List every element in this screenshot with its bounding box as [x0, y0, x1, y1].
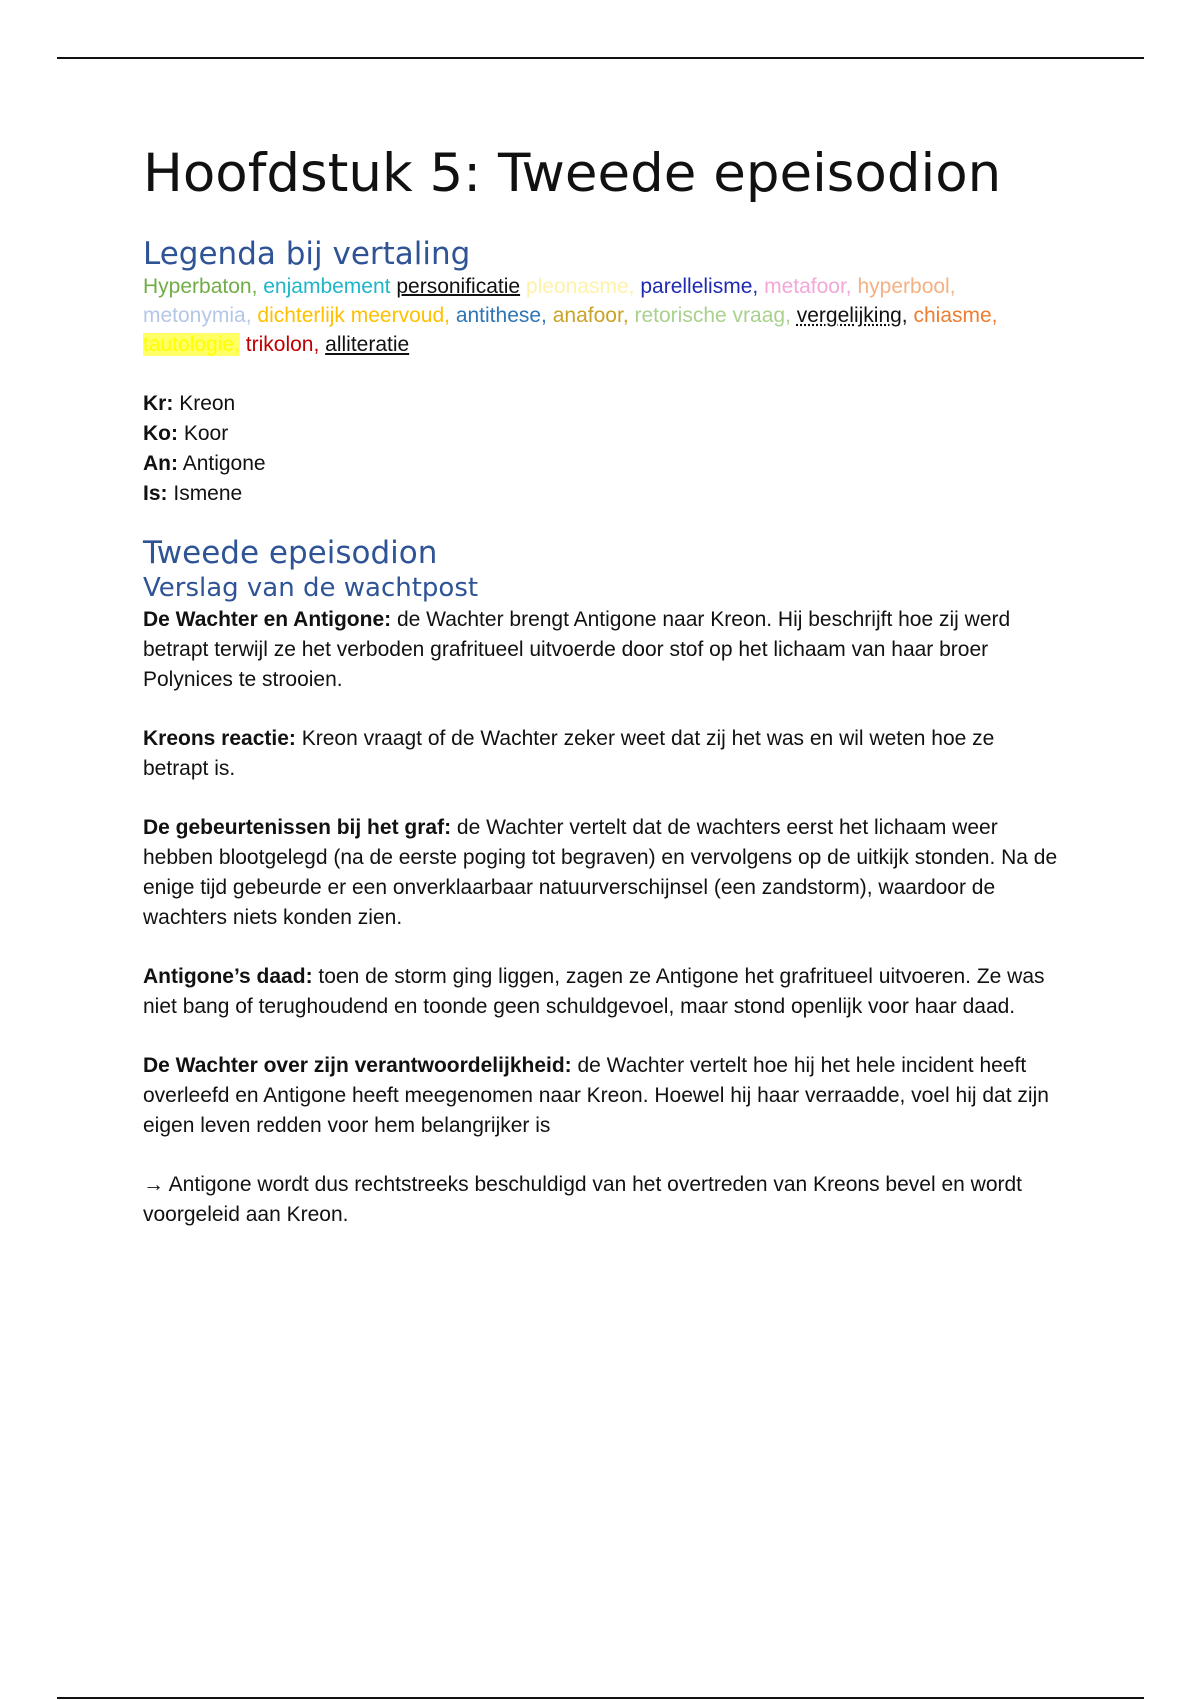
legend-heading: Legenda bij vertaling — [143, 236, 471, 272]
paragraph-lead: Kreons reactie: — [143, 727, 296, 750]
character-item — [143, 419, 1063, 449]
subsection-heading: Verslag van de wachtpost — [143, 573, 479, 603]
legend-term-hyperbaton: Hyperbaton, — [143, 275, 258, 298]
legend-term-dichterlijk-meervoud: dichterlijk meervoud, — [257, 304, 450, 327]
paragraph-antigones-daad — [143, 962, 1063, 1022]
page-bottom-rule — [57, 1697, 1144, 1699]
legend-term-hyperbool: hyperbool, — [857, 275, 956, 298]
character-item — [143, 479, 1063, 509]
character-abbr: Is: — [143, 482, 168, 505]
page-title: Hoofdstuk 5: Tweede epeisodion — [143, 143, 1002, 204]
legend-term-anafoor: anafoor, — [552, 304, 629, 327]
paragraph-text: Kreon vraagt of de Wachter zeker weet dat zij het was en wil weten hoe ze betrapt is. — [143, 727, 995, 780]
paragraph-text: de Wachter vertelt hoe hij het hele incident heeft overleefd en Antigone heeft meegenomen naar Kreon. Hoewel hij haar verraadde, voel hij dat zijn eigen leven redden voor hem belangrijker is — [143, 1054, 1049, 1137]
character-name: Ismene — [173, 482, 243, 505]
legend-term-tautologie: tautologie, — [143, 333, 240, 356]
legend-term-vergelijking: vergelijking, — [796, 304, 908, 327]
paragraph-lead: De gebeurtenissen bij het graf: — [143, 816, 452, 839]
paragraph-lead: De Wachter over zijn verantwoordelijkheid: — [143, 1054, 572, 1077]
paragraph-lead: De Wachter en Antigone: — [143, 608, 392, 631]
legend-terms — [143, 272, 1063, 359]
paragraph-lead: Antigone’s daad: — [143, 965, 313, 988]
legend-term-retorische-vraag: retorische vraag, — [634, 304, 791, 327]
paragraph-gebeurtenissen-graf — [143, 813, 1063, 933]
paragraph-text: de Wachter brengt Antigone naar Kreon. Hij beschrijft hoe zij werd betrapt terwijl ze het verboden grafritueel uitvoerde door stof op het lichaam van haar broer Polynices te strooien. — [143, 608, 1011, 691]
character-item — [143, 389, 1063, 419]
character-name: Kreon — [179, 392, 236, 415]
character-name: Koor — [183, 422, 229, 445]
document-body — [143, 138, 1063, 1230]
legend-term-enjambement: enjambement — [263, 275, 391, 298]
legend-term-personificatie: personificatie — [396, 275, 521, 298]
character-abbr: Kr: — [143, 392, 174, 415]
page-top-rule — [57, 57, 1144, 59]
paragraph-wachter-antigone — [143, 605, 1063, 695]
legend-term-chiasme: chiasme, — [913, 304, 998, 327]
character-list — [143, 389, 1063, 509]
character-abbr: Ko: — [143, 422, 178, 445]
character-name: Antigone — [182, 452, 266, 475]
section-heading: Tweede epeisodion — [143, 535, 438, 571]
legend-term-trikolon: trikolon, — [245, 333, 320, 356]
paragraph-conclusion: → Antigone wordt dus rechtstreeks beschuldigd van het overtreden van Kreons bevel en wordt voorgeleid aan Kreon. — [143, 1173, 1023, 1226]
character-item — [143, 449, 1063, 479]
character-abbr: An: — [143, 452, 178, 475]
legend-term-metonymia: metonymia, — [143, 304, 252, 327]
paragraph-kreons-reactie — [143, 724, 1063, 784]
paragraph-text: toen de storm ging liggen, zagen ze Antigone het grafritueel uitvoeren. Ze was niet bang of terughoudend en toonde geen schuldgevoel, maar stond openlijk voor haar daad. — [143, 965, 1045, 1018]
legend-term-metafoor: metafoor, — [764, 275, 852, 298]
legend-term-parellelisme: parellelisme, — [640, 275, 759, 298]
paragraph-text: de Wachter vertelt dat de wachters eerst het lichaam weer hebben blootgelegd (na de eerste poging tot begraven) en vervolgens op de uitkijk stonden. Na de enige tijd gebeurde er een onverklaarbaar natuurverschijnsel (een zandstorm), waardoor de wachters niets konden zien. — [143, 816, 1058, 929]
legend-term-antithese: antithese, — [455, 304, 547, 327]
paragraph-wachter-verantwoordelijkheid — [143, 1051, 1063, 1141]
legend-term-pleonasme: pleonasme, — [525, 275, 635, 298]
legend-term-alliteratie: alliteratie — [325, 333, 410, 356]
